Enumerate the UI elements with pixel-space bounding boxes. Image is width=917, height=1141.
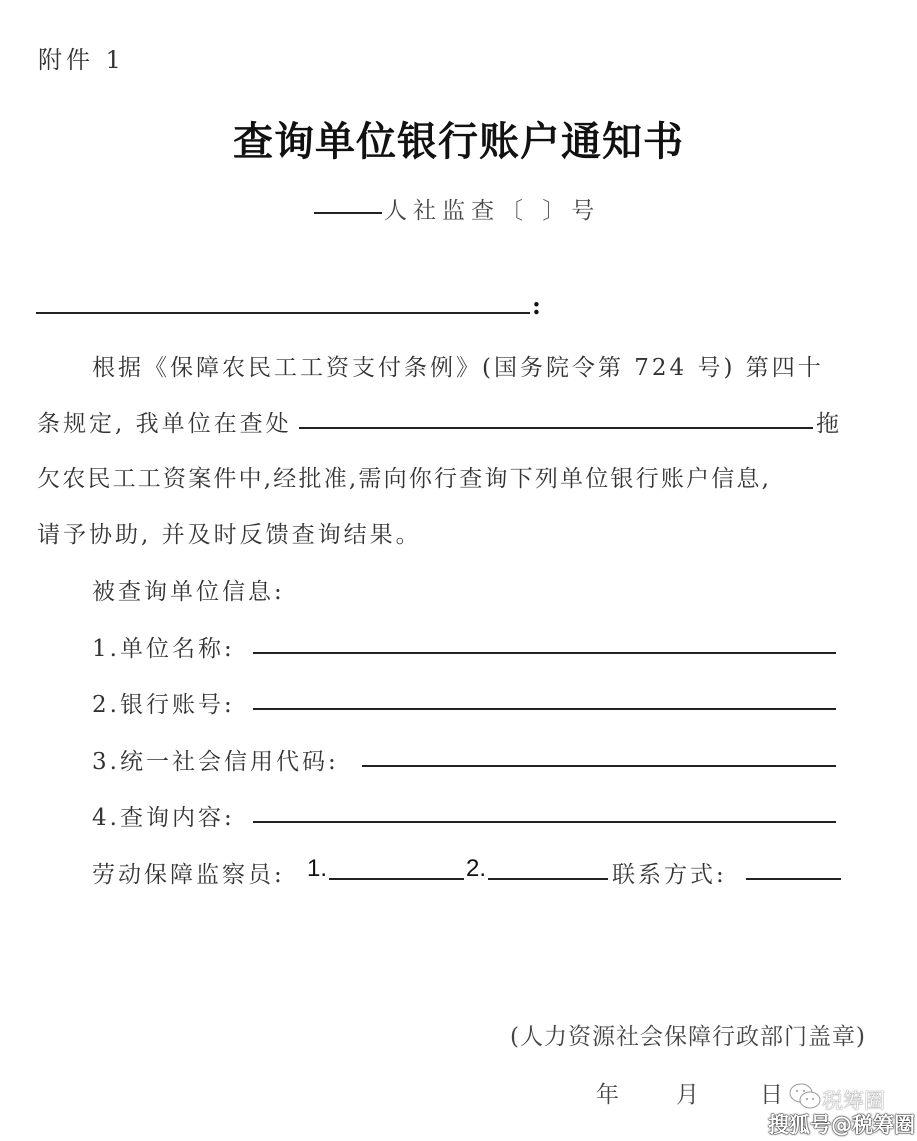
inspector-2-blank[interactable]: [488, 878, 608, 880]
contact-blank[interactable]: [746, 878, 841, 880]
wechat-icon: [787, 1082, 823, 1110]
attachment-label: 附件 1: [38, 46, 125, 74]
body-line-1: 根据《保障农民工工资支付条例》(国务院令第 724 号) 第四十: [92, 355, 824, 381]
watermark-source: 搜狐号@税筹圈: [768, 1113, 915, 1137]
date-day: 日: [760, 1082, 783, 1108]
stamp-note: (人力资源社会保障行政部门盖章): [510, 1024, 866, 1050]
inspector-2-number: 2.: [466, 855, 487, 882]
watermark-account-name: 税筹圈: [822, 1089, 885, 1113]
unit-name-blank[interactable]: [253, 652, 836, 654]
date-month: 月: [676, 1082, 699, 1108]
field-label-credit-code: 3.统一社会信用代码:: [92, 749, 339, 775]
field-label-bank-account: 2.银行账号:: [92, 692, 235, 718]
queried-unit-heading: 被查询单位信息:: [92, 579, 285, 605]
addressee-blank[interactable]: [36, 312, 530, 314]
bank-account-blank[interactable]: [253, 708, 836, 710]
date-year: 年: [596, 1082, 619, 1108]
inspector-1-blank[interactable]: [329, 878, 464, 880]
credit-code-blank[interactable]: [362, 765, 836, 767]
field-label-query-content: 4.查询内容:: [92, 805, 235, 831]
doc-number: 人社监查〔 〕号: [384, 198, 601, 224]
inspectors-label: 劳动保障监察员:: [92, 862, 285, 888]
case-blank[interactable]: [299, 427, 813, 429]
field-label-unit-name: 1.单位名称:: [92, 636, 235, 662]
document-title: 查询单位银行账户通知书: [233, 119, 684, 165]
body-line-2-prefix: 条规定, 我单位在查处: [37, 411, 292, 437]
body-line-4: 请予协助, 并及时反馈查询结果。: [37, 522, 422, 548]
addressee-colon: :: [532, 291, 541, 320]
body-line-3: 欠农民工工资案件中,经批准,需向你行查询下列单位银行账户信息,: [37, 466, 772, 492]
inspector-1-number: 1.: [307, 855, 328, 882]
query-content-blank[interactable]: [253, 821, 836, 823]
contact-label: 联系方式:: [612, 862, 727, 888]
body-line-2-suffix: 拖: [816, 411, 842, 437]
doc-number-prefix-blank[interactable]: [314, 212, 382, 214]
